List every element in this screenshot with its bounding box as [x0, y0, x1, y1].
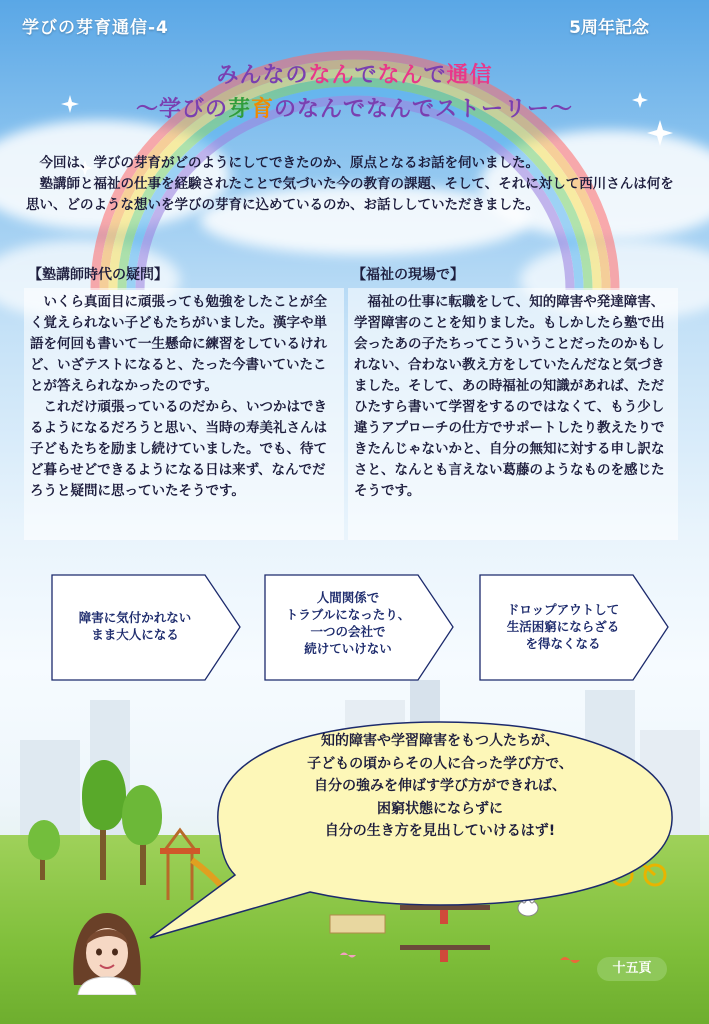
headline-segment: みんなの [216, 63, 309, 88]
intro-paragraph: 塾講師と福祉の仕事を経験されたことで気づいた今の教育の課題、そして、それに対して西川さんは何を思い、どのような想いを学びの芽育に込めているのか、お話ししていただきました。 [26, 176, 674, 213]
headline-segment: で [354, 63, 378, 88]
flow-step-line: 生活困窮にならざる [506, 619, 620, 634]
speech-bubble-text [230, 730, 650, 843]
flow-step-line: 障害に気付かれない [78, 610, 192, 625]
bubble-line: 自分の生き方を見出していけるはず! [324, 823, 556, 839]
flow-step-line: 人間関係で [316, 590, 380, 605]
page-number: 十五頁 [597, 957, 667, 981]
headline-segment: なん [308, 63, 355, 88]
flow-step-line: 一つの会社で [310, 624, 386, 639]
flow-step-line: まま大人になる [91, 627, 179, 642]
bubble-line: 自分の強みを伸ばす学び方ができれば、 [314, 778, 566, 794]
intro-paragraph: 今回は、学びの芽育がどのようにしてできたのか、原点となるお話を伺いました。 [39, 155, 539, 171]
headline-segment: なん [377, 63, 424, 88]
sparkle-icon [647, 120, 673, 146]
headline-segment: 芽 [227, 97, 251, 122]
bubble-line: 子どもの頃からその人に合った学び方で、 [307, 755, 573, 772]
avatar [62, 905, 152, 995]
right-column-body [348, 288, 678, 540]
bubble-line: 困窮状態にならずに [377, 800, 503, 817]
left-column-body [24, 288, 344, 540]
left-column-paragraph: いくら真面目に頑張っても勉強をしたことが全く覚えられない子どもたちがいました。漢字や単語を何回も書いて一生懸命に練習をしているけれど、いざテストになると、たった今書いていたことが答えられなかったのです。 [30, 294, 327, 394]
flow-step-line: ドロップアウトして [506, 602, 620, 617]
flow-step-1 [55, 609, 215, 643]
headline-line-2 [0, 92, 709, 123]
headline-segment: のなんでなんでストーリー～ [274, 97, 574, 122]
headline-segment: で [423, 63, 447, 88]
headline-segment: 育 [251, 97, 275, 122]
rainbow [0, 0, 709, 300]
flow-step-3 [483, 601, 643, 652]
intro-text [26, 153, 686, 216]
right-column-paragraph: 福祉の仕事に転職をして、知的障害や発達障害、学習障害のことを知りました。もしかしたら塾で出会ったあの子たちってこういうことだったのかもしれない、合わない教え方をしていたんだなと気づきました。そして、あの時福祉の知識があれば、ただひたすら書いて学習をするのではなくて、もう少し違うアプローチの仕方でサポートしたり教えたりできたんじゃないかと、自分の無知に対する申し訳なさと、なんとも言えない葛藤のようなものを感じたそうです。 [354, 294, 665, 499]
flow-step-line: トラブルになったり、 [285, 607, 411, 622]
headline-line-1 [0, 58, 709, 89]
flow-step-line: 続けていけない [304, 641, 392, 656]
headline-segment: 通信 [446, 63, 493, 88]
flow-step-line: を得なくなる [525, 636, 601, 651]
left-column-paragraph: これだけ頑張っているのだから、いつかはできるようになるだろうと思い、当時の寿美礼さんは子どもたちを励まし続けていました。でも、待てど暮らせどできるようになる日は来ず、なんでだろうと疑問に思っていたそうです。 [30, 399, 327, 499]
headline-segment: ～学びの [135, 97, 228, 122]
flow-step-2 [268, 589, 428, 657]
anniversary-label: 5周年記念 [569, 18, 649, 38]
left-column-heading: 【塾講師時代の疑問】 [28, 267, 168, 283]
series-title: 学びの芽育通信-4 [22, 18, 169, 38]
right-column-heading: 【福祉の現場で】 [352, 267, 464, 283]
bubble-line: 知的障害や学習障害をもつ人たちが、 [321, 733, 559, 749]
